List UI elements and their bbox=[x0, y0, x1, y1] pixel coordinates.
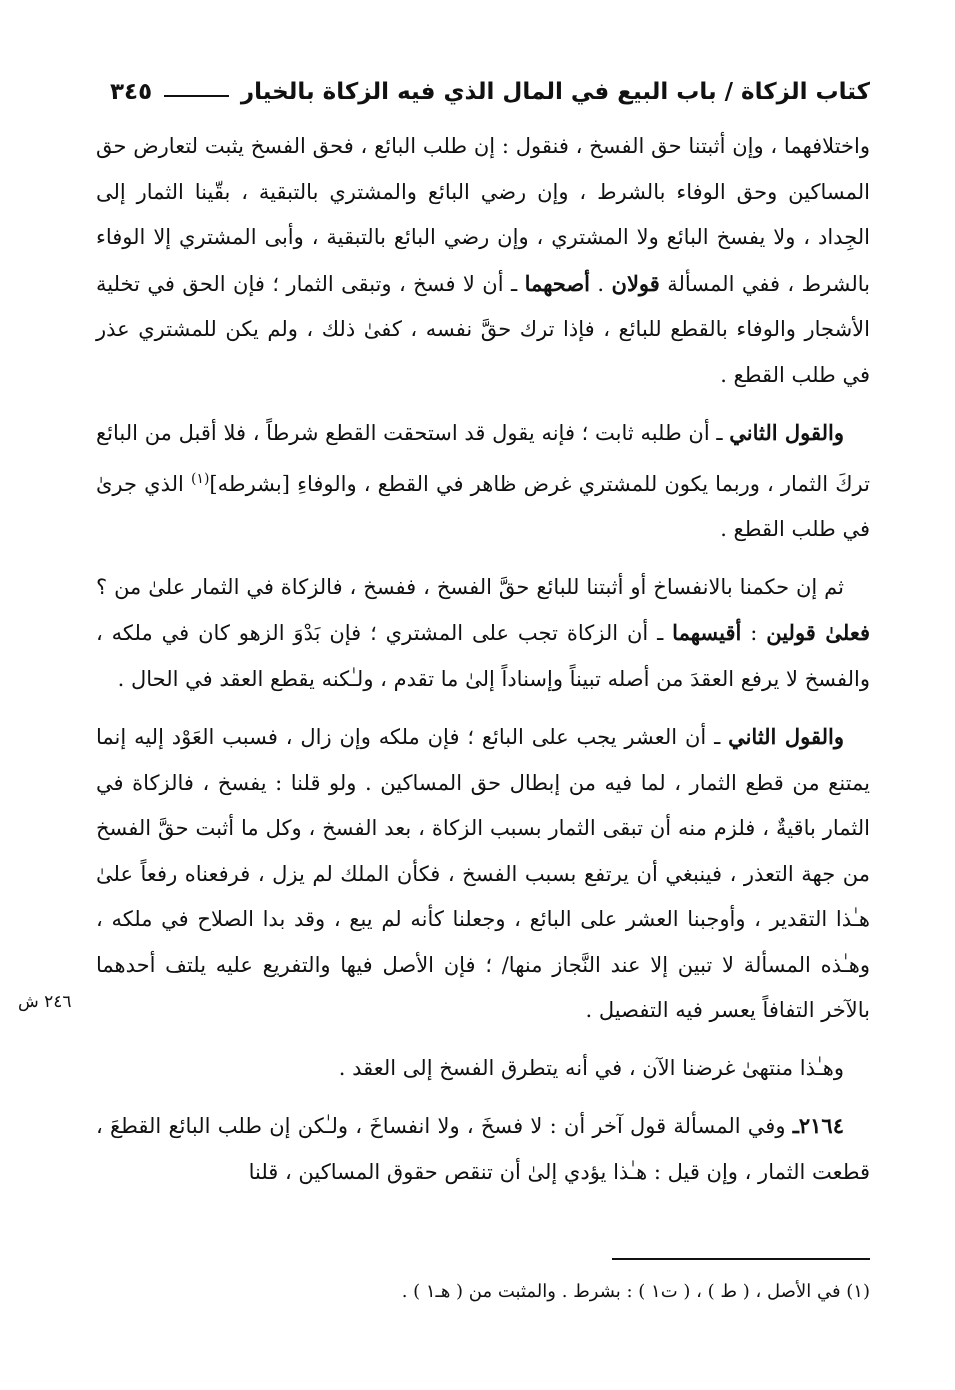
bold-term: والقول الثاني bbox=[729, 420, 845, 445]
header-title: كتاب الزكاة / باب البيع في المال الذي فيه الزكاة بالخيار bbox=[240, 79, 870, 105]
bold-term: أقيسهما bbox=[672, 620, 742, 645]
text-run: ثم إن حكمنا بالانفساخ أو أثبتنا للبائع حقَّ الفسخ ، ففسخ ، فالزكاة في الثمار علىٰ من ؟ bbox=[96, 574, 844, 599]
paragraph bbox=[96, 410, 870, 553]
bold-term: ٢١٦٤ـ bbox=[792, 1113, 844, 1138]
text-run: واختلافهما ، وإن أثبتنا حق الفسخ ، فنقول : إن طلب البائع ، فحق الفسخ يثبت لتعارض حق المساكين وحق الوفاء بالشرط ، وإن رضي البائع والمشتري بالتبقية ، بقّينا الثمار إلى الجِداد ، ولا يفسخ البائع ولا المشتري ، وإن رضي البائع بالتبقية ، وأبى المشتري إلا الوفاء بالشرط ، ففي المسألة bbox=[96, 134, 870, 296]
text-run: وهـٰذا منتهىٰ غرضنا الآن ، في أنه يتطرق الفسخ إلى العقد . bbox=[338, 1055, 844, 1080]
text-run: ـ أن طلبه ثابت ؛ فإنه يقول قد استحقت القطع شرطاً ، فلا أقبل من البائع تركَ الثمار ، وربما يكون للمشتري غرض ظاهر في القطع ، والوفاءِ [بشرطه] bbox=[96, 421, 870, 496]
header-rule bbox=[164, 95, 229, 97]
text-run: ـ أن لا فسخ ، وتبقى الثمار ؛ فإن الحق في تخلية الأشجار والوفاء بالقطع للبائع ، فإذا ترك حقَّ نفسه ، كفىٰ ذلك ، ولم يكن للمشتري عذر في طلب القطع . bbox=[96, 271, 870, 387]
footnote-marker: (١) bbox=[190, 470, 210, 487]
bold-term: والقول الثاني bbox=[728, 724, 844, 749]
text-run: الذي جرىٰ في طلب القطع . bbox=[96, 471, 870, 541]
page-number: ٣٤٥ bbox=[110, 79, 153, 105]
paragraph bbox=[96, 1046, 870, 1092]
paragraph bbox=[96, 1103, 870, 1195]
paragraph bbox=[96, 714, 870, 1034]
margin-note: ٢٤٦ ش bbox=[18, 992, 72, 1012]
paragraph bbox=[96, 124, 870, 398]
bold-term: أصحهما bbox=[524, 270, 591, 296]
footnote: (١) في الأصل ، ( ط ) ، ( ت١ ) : بشرط . والمثبت من ( هـ١ ) . bbox=[401, 1281, 870, 1302]
paragraph bbox=[96, 565, 870, 703]
text-run: وفي المسألة قول آخر أن : لا فسخَ ، ولا انفساخَ ، ولـٰكن إن طلب البائع القطعَ ، قطعت الثمار ، وإن قيل : هـٰذا يؤدي إلىٰ أن تنقص حقوق المساكين ، قلنا bbox=[96, 1114, 870, 1184]
text-run: ـ أن الزكاة تجب على المشتري ؛ فإن بَدْوَ الزهو كان في ملكه ، والفسخ لا يرفع العقدَ من أصله تبيناً وإسناداً إلىٰ ما تقدم ، ولـٰكنه يقطع العقد في الحال . bbox=[96, 621, 870, 691]
text-run: : bbox=[741, 621, 767, 645]
text-run: ـ أن العشر يجب على البائع ؛ فإن ملكه وإن زال ، فسبب العَوْد إليه إنما يمتنع من قطع الثمار ، لما فيه من إبطال حق المساكين . ولو قلنا : يفسخ ، فالزكاة في الثمار باقيةٌ ، فلزم منه أن تبقى الثمار بسبب الزكاة ، بعد الفسخ ، وكل ما أثبت حقَّ الفسخ من جهة التعذر ، فينبغي أن يرتفع بسبب الفسخ ، فكأن الملك لم يزل ، فرفعناه رفعاً علىٰ هـٰذا التقدير ، وأوجبنا العشر على البائع ، وجعلنا كأنه لم يبع ، وقد بدا الصلاح في ملكه ، وهـٰذه المسألة لا تبين إلا عند النَّجاز منها/ ؛ فإن الأصل فيها والتفريع عليه يلتف أحدهما بالآخر التفافاً يعسر فيه التفصيل . bbox=[96, 725, 870, 1022]
body-text bbox=[96, 124, 870, 1207]
footnote-rule bbox=[612, 1258, 870, 1260]
bold-term: فعلىٰ قولين bbox=[766, 620, 870, 645]
running-header bbox=[110, 70, 870, 114]
bold-term: قولان bbox=[611, 270, 660, 296]
text-run: . bbox=[590, 271, 612, 296]
